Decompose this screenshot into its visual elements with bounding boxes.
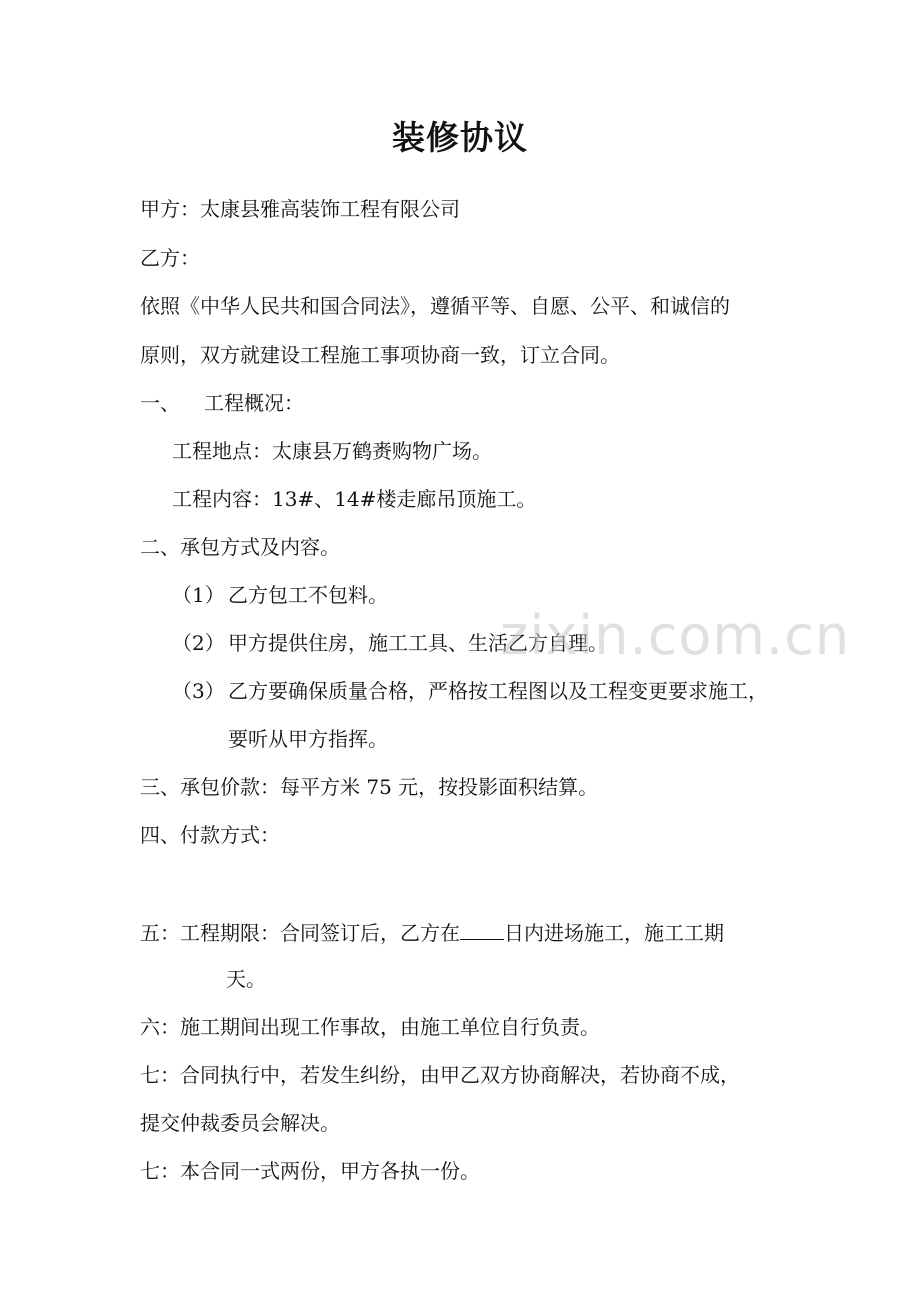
blank-days-field xyxy=(460,921,504,940)
section-6-accident: 六：施工期间出现工作事故，由施工单位自行负责。 xyxy=(140,1015,600,1039)
section-5-term-line xyxy=(140,921,724,943)
section-2-item-2-text: 甲方提供住房，施工工具、生活乙方自理。 xyxy=(228,631,608,655)
section-2-heading: 二、承包方式及内容。 xyxy=(140,535,340,559)
section-5-term-part-2: 日内进场施工，施工工期 xyxy=(504,921,724,945)
section-1-heading-number: 一、 xyxy=(140,391,180,415)
section-5-term-part-1: 五：工程期限：合同签订后，乙方在 xyxy=(140,921,460,945)
intro-line-2: 原则，双方就建设工程施工事项协商一致，订立合同。 xyxy=(140,343,620,367)
section-5-term-continued: 天。 xyxy=(226,967,266,991)
section-8-copies: 七：本合同一式两份，甲方各执一份。 xyxy=(140,1159,480,1183)
party-a-line: 甲方：太康县雅高装饰工程有限公司 xyxy=(140,197,460,221)
section-2-item-3-number: （3） xyxy=(172,679,225,703)
section-2-item-2-number: （2） xyxy=(172,631,225,655)
section-4-payment: 四、付款方式： xyxy=(140,823,280,847)
section-2-item-3-continued: 要听从甲方指挥。 xyxy=(228,727,388,751)
section-2-item-1-text: 乙方包工不包料。 xyxy=(228,583,388,607)
section-3-price: 三、承包价款：每平方米 75 元，按投影面积结算。 xyxy=(140,775,599,799)
section-2-item-3-text: 乙方要确保质量合格，严格按工程图以及工程变更要求施工， xyxy=(228,679,768,703)
section-1-content: 工程内容：13#、14#楼走廊吊顶施工。 xyxy=(172,487,537,511)
watermark-text: zixin.com.cn xyxy=(500,604,851,667)
party-b-line: 乙方： xyxy=(140,246,200,270)
section-7-dispute-line-2: 提交仲裁委员会解决。 xyxy=(140,1111,340,1135)
section-2-item-1-number: （1） xyxy=(172,583,225,607)
section-1-heading-text: 工程概况： xyxy=(204,391,304,415)
section-1-location: 工程地点：太康县万鹤赉购物广场。 xyxy=(172,439,492,463)
document-title: 装修协议 xyxy=(392,118,528,157)
intro-line-1: 依照《中华人民共和国合同法》，遵循平等、自愿、公平、和诚信的 xyxy=(140,294,730,318)
section-7-dispute-line-1: 七：合同执行中，若发生纠纷，由甲乙双方协商解决，若协商不成， xyxy=(140,1063,740,1087)
